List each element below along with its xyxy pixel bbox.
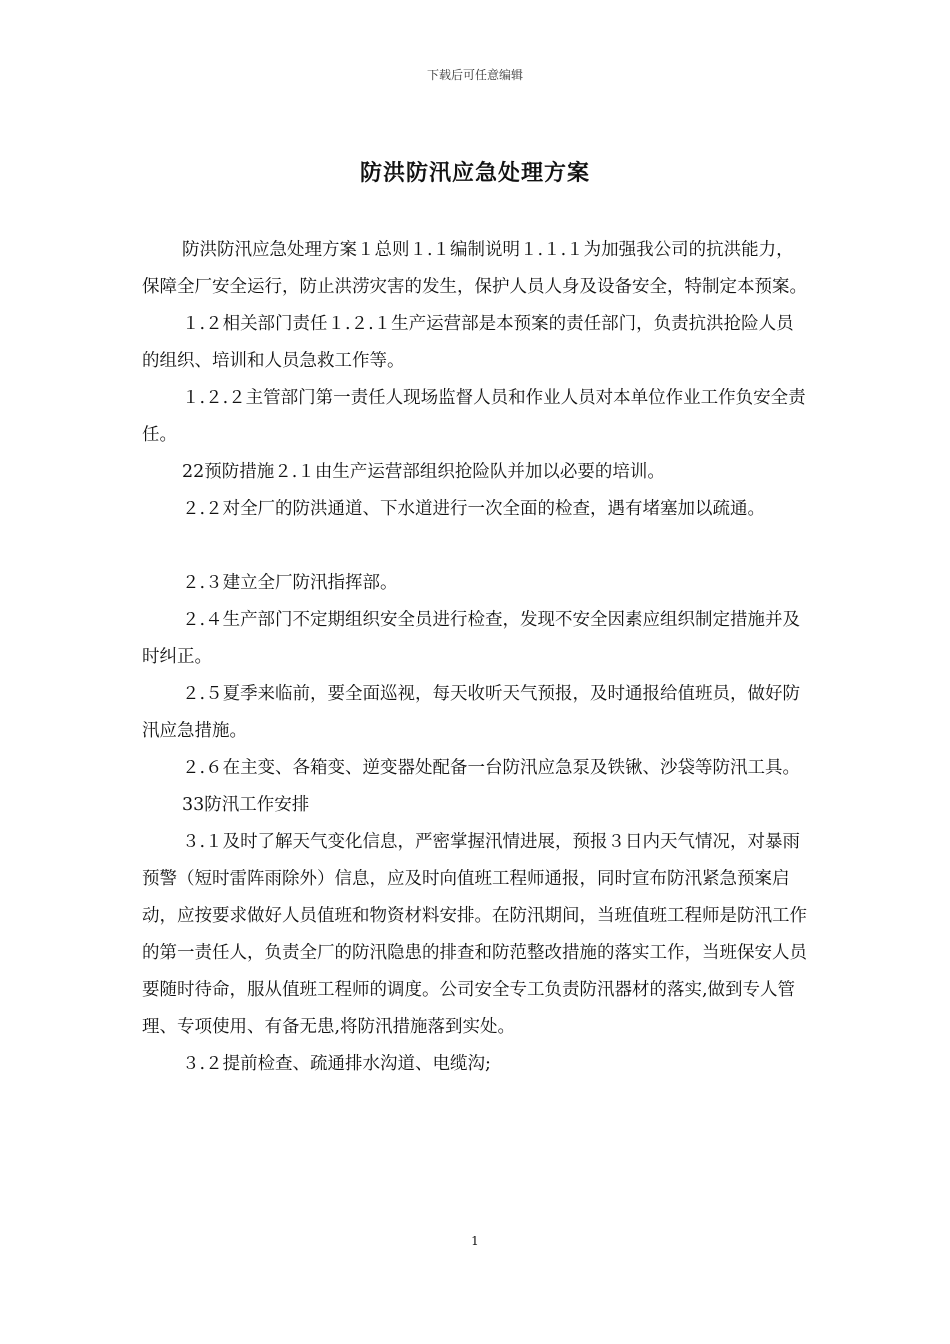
paragraph-1-1: 防洪防汛应急处理方案１总则１.１编制说明１.１.１为加强我公司的抗洪能力，保障全厂安全运行，防止洪涝灾害的发生，保护人员人身及设备安全，特制定本预案。 xyxy=(142,240,807,297)
document-body xyxy=(142,232,808,1083)
paragraph-3-2: ３.２提前检查、疏通排水沟道、电缆沟; xyxy=(182,1054,491,1074)
paragraph-1-2: １.２相关部门责任１.２.１生产运营部是本预案的责任部门，负责抗洪抢险人员的组织、培训和人员急救工作等。 xyxy=(142,314,794,371)
paragraph-1-2-2: １.２.２主管部门第一责任人现场监督人员和作业人员对本单位作业工作负安全责任。 xyxy=(142,388,806,445)
paragraph-2-5: ２.５夏季来临前，要全面巡视，每天收听天气预报，及时通报给值班员，做好防汛应急措施。 xyxy=(142,684,801,741)
paragraph-3-1: ３.１及时了解天气变化信息，严密掌握汛情进展，预报３日内天气情况，对暴雨预警（短时雷阵雨除外）信息，应及时向值班工程师通报，同时宣布防汛紧急预案启动，应按要求做好人员值班和物资材料安排。在防汛期间，当班值班工程师是防汛工作的第一责任人，负责全厂的防汛隐患的排查和防范整改措施的落实工作，当班保安人员要随时待命，服从值班工程师的调度。公司安全专工负责防汛器材的落实,做到专人管理、专项使用、有备无患,将防汛措施落到实处。 xyxy=(142,832,807,1037)
paragraph-2-4: ２.４生产部门不定期组织安全员进行检查，发现不安全因素应组织制定措施并及时纠正。 xyxy=(142,610,801,667)
page-number: 1 xyxy=(471,1234,479,1248)
paragraph-3: 33防汛工作安排 xyxy=(182,795,310,815)
document-title: 防洪防汛应急处理方案 xyxy=(359,161,590,186)
paragraph-2-6: ２.６在主变、各箱变、逆变器处配备一台防汛应急泵及铁锹、沙袋等防汛工具。 xyxy=(182,758,801,778)
paragraph-2-3: ２.３建立全厂防汛指挥部。 xyxy=(182,573,398,593)
paragraph-2-1: 22预防措施２.１由生产运营部组织抢险队并加以必要的培训。 xyxy=(182,462,665,482)
paragraph-2-2: ２.２对全厂的防洪通道、下水道进行一次全面的检查，遇有堵塞加以疏通。 xyxy=(182,499,766,519)
page-header: 下载后可任意编辑 xyxy=(426,68,523,82)
